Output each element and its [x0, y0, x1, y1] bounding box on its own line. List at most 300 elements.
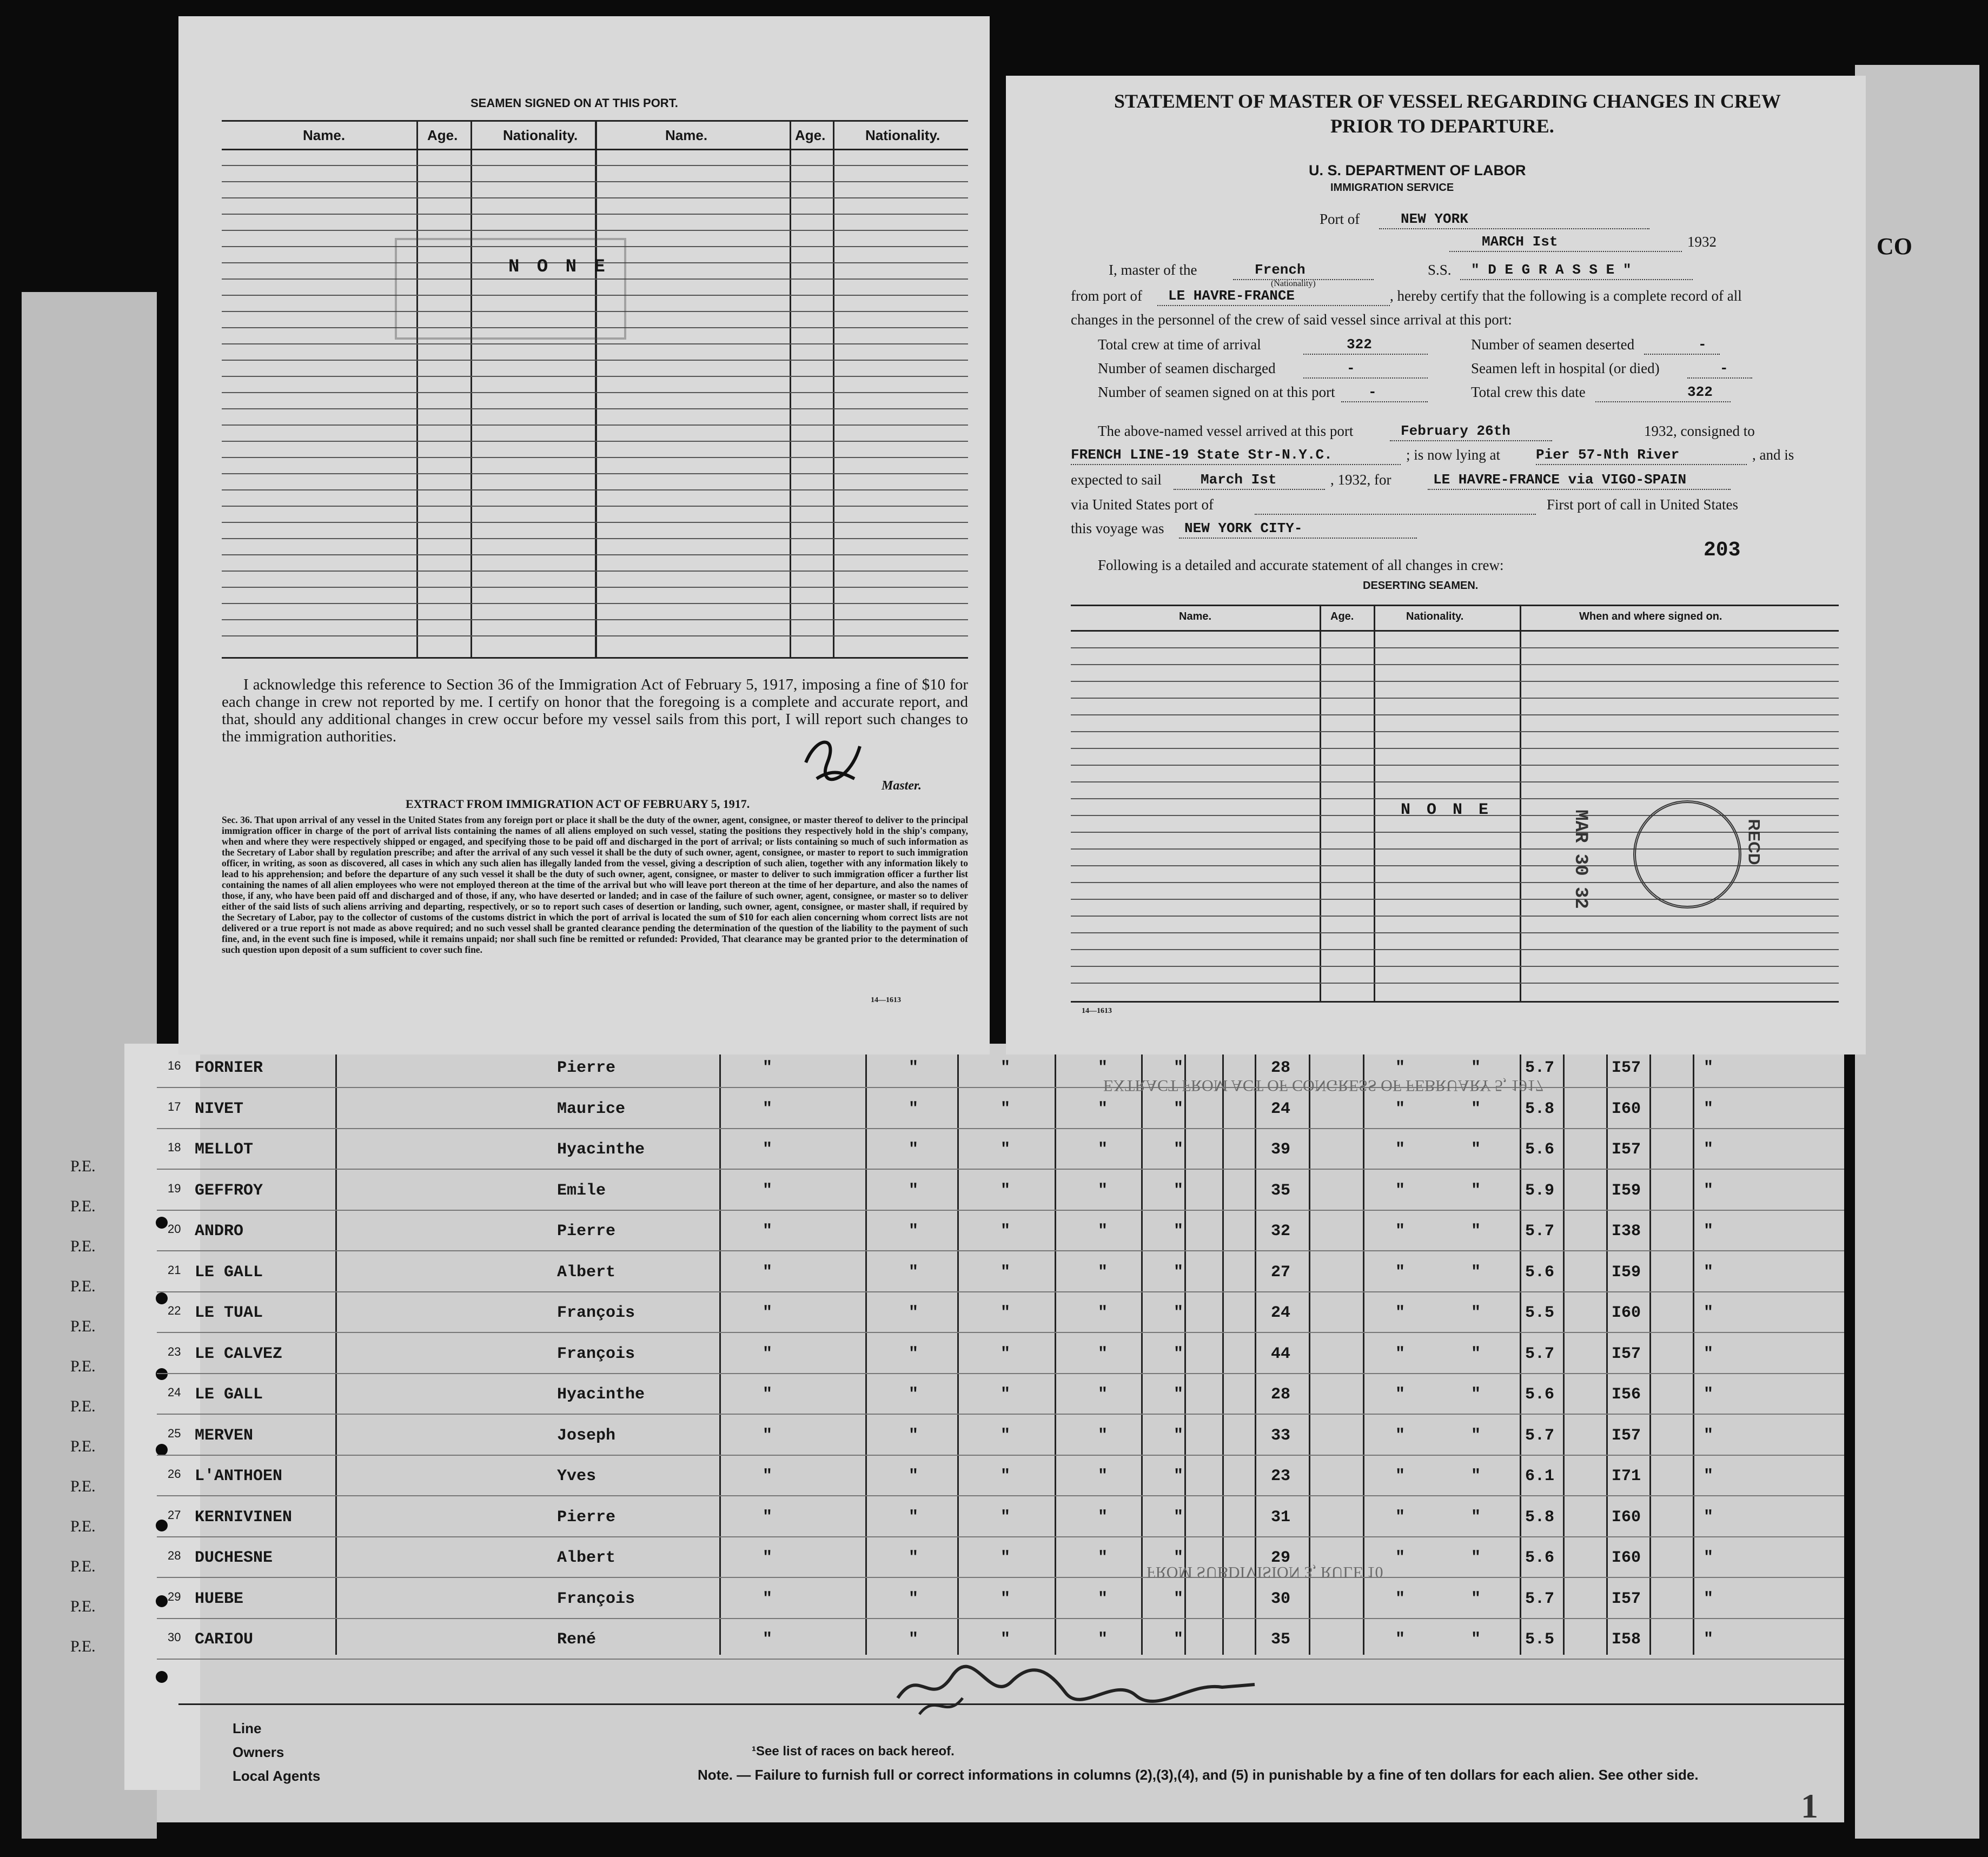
footnote-note: Note. — Failure to furnish full or correct informations in columns (2),(3),(4), and (5) in punishable by a fine of ten dollars for each alien. See other side. — [698, 1767, 1699, 1783]
ditto-mark: " — [1704, 1549, 1714, 1567]
pier-field: Pier 57-Nth River — [1536, 447, 1747, 465]
ditto-mark: " — [763, 1426, 773, 1445]
deserting-none: N O N E — [1401, 801, 1492, 819]
crew-surname: NIVET — [195, 1099, 244, 1118]
certify-text: , hereby certify that the following is a complete record of all — [1390, 288, 1742, 304]
table-rule — [222, 441, 968, 442]
ditto-mark: " — [1098, 1263, 1108, 1282]
ditto-mark: " — [1098, 1508, 1108, 1527]
arrived-year: 1932, consigned to — [1644, 423, 1755, 439]
crew-weight: I57 — [1612, 1344, 1641, 1363]
ditto-mark: " — [763, 1181, 773, 1200]
following-label: Following is a detailed and accurate statement of all changes in crew: — [1098, 557, 1504, 573]
ditto-mark: " — [1000, 1630, 1011, 1649]
ditto-mark: " — [1704, 1344, 1714, 1363]
deserting-table — [1071, 605, 1839, 1003]
col-name: Name. — [303, 127, 346, 143]
from-port-label: from port of — [1071, 288, 1142, 304]
first-port-label: First port of call in United States — [1547, 496, 1738, 513]
crew-surname: GEFFROY — [195, 1181, 263, 1200]
crew-weight: I56 — [1612, 1385, 1641, 1404]
ditto-mark: " — [1704, 1426, 1714, 1445]
crew-given-name: Pierre — [557, 1222, 616, 1241]
ditto-mark: " — [1000, 1467, 1011, 1485]
table-rule — [222, 181, 968, 182]
master-of-label: I, master of the — [1109, 262, 1197, 278]
pe-mark: P.E. — [70, 1317, 96, 1335]
row-rule — [157, 1536, 1844, 1537]
crew-surname: DUCHESNE — [195, 1549, 273, 1567]
ditto-mark: " — [1704, 1263, 1714, 1282]
table-rule — [1071, 765, 1839, 766]
ditto-mark: " — [1000, 1304, 1011, 1322]
signed-on-none: N O N E — [508, 257, 608, 277]
total-date-label: Total crew this date — [1471, 384, 1586, 400]
crew-height: 5.6 — [1525, 1140, 1555, 1159]
ditto-mark: " — [1000, 1099, 1011, 1118]
row-number: 20 — [168, 1222, 181, 1236]
crew-age: 28 — [1271, 1385, 1291, 1404]
crew-height: 6.1 — [1525, 1467, 1555, 1485]
year-value: 1932 — [1687, 234, 1717, 250]
ditto-mark: " — [763, 1508, 773, 1527]
crew-surname: LE TUAL — [195, 1304, 263, 1322]
col-age: Age. — [1330, 611, 1354, 622]
pe-mark: P.E. — [70, 1157, 96, 1175]
received-stamp — [395, 238, 626, 340]
ditto-mark: " — [1395, 1222, 1406, 1241]
handwritten-signature — [887, 1655, 1265, 1720]
ditto-mark: " — [763, 1549, 773, 1567]
table-rule — [222, 392, 968, 393]
ss-label: S.S. — [1428, 262, 1452, 278]
table-rule — [1071, 966, 1839, 967]
ditto-mark: " — [909, 1181, 919, 1200]
table-rule — [222, 360, 968, 361]
and-is: , and is — [1752, 447, 1794, 463]
footer-line-label: Line — [233, 1720, 262, 1736]
row-rule — [157, 1332, 1844, 1333]
crew-given-name: Hyacinthe — [557, 1140, 645, 1159]
ditto-mark: " — [909, 1630, 919, 1649]
ditto-mark: " — [763, 1630, 773, 1649]
crew-weight: I60 — [1612, 1304, 1641, 1322]
col-age: Age. — [427, 127, 458, 143]
crew-weight: I59 — [1612, 1263, 1641, 1282]
crew-surname: CARIOU — [195, 1630, 254, 1649]
via-label: via United States port of — [1071, 496, 1214, 513]
table-rule — [1071, 798, 1839, 799]
table-rule — [1071, 647, 1839, 648]
ditto-mark: " — [1395, 1059, 1406, 1077]
ditto-mark: " — [909, 1589, 919, 1608]
crew-height: 5.6 — [1525, 1263, 1555, 1282]
ditto-mark: " — [1704, 1589, 1714, 1608]
table-rule — [222, 506, 968, 507]
pe-mark: P.E. — [70, 1437, 96, 1455]
row-rule — [157, 1087, 1844, 1088]
ditto-mark: " — [763, 1222, 773, 1241]
col-name: Name. — [1179, 611, 1212, 622]
corner-mark: 1 — [1801, 1787, 1818, 1825]
ditto-mark: " — [1395, 1508, 1406, 1527]
ditto-mark: " — [1098, 1304, 1108, 1322]
left-form-number: 14—1613 — [871, 996, 901, 1004]
ditto-mark: " — [1471, 1426, 1481, 1445]
ditto-mark: " — [1174, 1304, 1184, 1322]
ditto-mark: " — [1704, 1099, 1714, 1118]
crew-given-name: François — [557, 1304, 635, 1322]
pe-mark: P.E. — [70, 1397, 96, 1415]
crew-given-name: Pierre — [557, 1059, 616, 1077]
crew-given-name: Joseph — [557, 1426, 616, 1445]
table-rule — [222, 343, 968, 344]
ditto-mark: " — [1395, 1630, 1406, 1649]
ditto-mark: " — [909, 1508, 919, 1527]
ditto-mark: " — [1000, 1549, 1011, 1567]
crew-height: 5.6 — [1525, 1549, 1555, 1567]
crew-height: 5.8 — [1525, 1099, 1555, 1118]
row-number: 29 — [168, 1589, 181, 1603]
crew-height: 5.9 — [1525, 1181, 1555, 1200]
voyage-field: NEW YORK CITY- — [1179, 520, 1417, 539]
ditto-mark: " — [909, 1549, 919, 1567]
crew-height: 5.7 — [1525, 1059, 1555, 1077]
crew-list-footer — [178, 1703, 1844, 1824]
table-rule — [222, 473, 968, 474]
ditto-mark: " — [1471, 1263, 1481, 1282]
ditto-mark: " — [1471, 1385, 1481, 1404]
crew-list-table — [157, 1054, 1844, 1660]
pe-mark: P.E. — [70, 1477, 96, 1495]
destination-field: LE HAVRE-FRANCE via VIGO-SPAIN — [1428, 472, 1731, 490]
ditto-mark: " — [1395, 1467, 1406, 1485]
ditto-mark: " — [1704, 1181, 1714, 1200]
table-rule — [222, 538, 968, 539]
hospital-field: - — [1687, 360, 1752, 379]
crew-given-name: Maurice — [557, 1099, 626, 1118]
stamp-date: MAR 30 32 — [1569, 810, 1591, 909]
crew-weight: I38 — [1612, 1222, 1641, 1241]
right-form-number: 14—1613 — [1082, 1007, 1112, 1015]
crew-surname: ANDRO — [195, 1222, 244, 1241]
crew-height: 5.5 — [1525, 1630, 1555, 1649]
master-signature — [795, 730, 871, 790]
ditto-mark: " — [1395, 1549, 1406, 1567]
master-label: Master. — [882, 779, 922, 793]
crew-surname: MERVEN — [195, 1426, 254, 1445]
row-rule — [157, 1495, 1844, 1496]
table-rule — [222, 619, 968, 620]
crew-age: 29 — [1271, 1549, 1291, 1567]
ditto-mark: " — [1174, 1630, 1184, 1649]
ditto-mark: " — [1174, 1099, 1184, 1118]
ditto-mark: " — [1395, 1589, 1406, 1608]
ditto-mark: " — [1395, 1140, 1406, 1159]
ditto-mark: " — [763, 1304, 773, 1322]
ditto-mark: " — [1000, 1589, 1011, 1608]
ditto-mark: " — [1098, 1385, 1108, 1404]
acknowledgement-text: I acknowledge this reference to Section 36 of the Immigration Act of February 5, 1917, imposing a fine of $10 for each change in crew not reported by me. I certify on honor that the foregoing is a complete and accurate report, and that, should any additional changes in crew occur before my vessel sails from this port, I will report such changes to the immigration authorities. — [222, 676, 968, 745]
right-edge-text: CO — [1877, 233, 1912, 260]
pe-mark: P.E. — [70, 1597, 96, 1615]
pe-mark: P.E. — [70, 1237, 96, 1255]
crew-age: 24 — [1271, 1304, 1291, 1322]
ditto-mark: " — [1174, 1263, 1184, 1282]
row-number: 25 — [168, 1426, 181, 1440]
ditto-mark: " — [1098, 1630, 1108, 1649]
crew-height: 5.6 — [1525, 1385, 1555, 1404]
row-number: 24 — [168, 1385, 181, 1399]
col-nationality: Nationality. — [503, 127, 578, 143]
ditto-mark: " — [1000, 1344, 1011, 1363]
ditto-mark: " — [1098, 1426, 1108, 1445]
ditto-mark: " — [1174, 1589, 1184, 1608]
ditto-mark: " — [763, 1344, 773, 1363]
signed-on-header: SEAMEN SIGNED ON AT THIS PORT. — [471, 96, 678, 110]
ditto-mark: " — [1471, 1630, 1481, 1649]
ditto-mark: " — [1174, 1344, 1184, 1363]
ditto-mark: " — [1471, 1099, 1481, 1118]
ditto-mark: " — [763, 1140, 773, 1159]
total-arrival-label: Total crew at time of arrival — [1098, 336, 1261, 353]
crew-surname: L'ANTHOEN — [195, 1467, 283, 1485]
ditto-mark: " — [1098, 1222, 1108, 1241]
extract-body: Sec. 36. That upon arrival of any vessel in the United States from any foreign port or place it shall be the duty of the owner, agent, consignee, or master thereof to deliver to the principal immigration officer in charge of the port of arrival lists containing the names of all aliens employed on such vessel, stating the positions they respectively hold in the ship's company, when and where they were respectively shipped or engaged, and specifying those to be paid off and discharged in the port of arrival; or lists containing so much of such information as the Secretary of Labor shall by regulation prescribe; and after the arrival of any such vessel it shall be the duty of such owner, agent, consignee, or master to report to such immigration officer, in writing, as soon as discovered, all cases in which any such alien has illegally landed from the vessel, giving a description of such alien, together with any information likely to lead to his apprehension; and before the departure of any such vessel it shall be the duty of such owner, agent, consignee, or master to deliver to such immigration officer a further list containing the names of all alien employees who were not employed thereon at the time of the arrival but who will leave port thereon at the time of her departure, and also the names of those, if any, who have been paid off and discharged and of those, if any, who have deserted or landed; and in case of the failure of such owner, agent, consignee, or master so to deliver either of the said lists of such aliens arriving and departing, respectively, or so to report such cases of desertion or landing, such owner, agent, consignee, or master shall, if required by the Secretary of Labor, pay to the collector of customs of the customs district in which the port of arrival is located the sum of $10 for each alien concerning whom correct lists are not delivered or a true report is not made as above required; and no such vessel shall be granted clearance pending the determination of the question of the liability to the payment of such fine, and, in the event such fine is imposed, while it remains unpaid; nor shall such fine be remitted or refunded: Provided, That clearance may be granted prior to the determination of such question upon deposit of a sum sufficient to cover such fine. — [222, 814, 968, 955]
crew-weight: I59 — [1612, 1181, 1641, 1200]
crew-height: 5.7 — [1525, 1222, 1555, 1241]
pe-mark: P.E. — [70, 1357, 96, 1375]
crew-age: 44 — [1271, 1344, 1291, 1363]
footer-owners-label: Owners — [233, 1744, 284, 1760]
deserted-field: - — [1644, 336, 1720, 355]
table-rule — [1071, 949, 1839, 950]
crew-age: 32 — [1271, 1222, 1291, 1241]
crew-surname: LE GALL — [195, 1385, 263, 1404]
page-number: 203 — [1704, 539, 1741, 562]
ship-field: " D E G R A S S E " — [1460, 262, 1693, 280]
signed-on-label: Number of seamen signed on at this port — [1098, 384, 1335, 400]
table-rule — [222, 603, 968, 604]
crew-age: 30 — [1271, 1589, 1291, 1608]
table-rule — [222, 554, 968, 555]
crew-weight: I60 — [1612, 1549, 1641, 1567]
crew-weight: I57 — [1612, 1589, 1641, 1608]
ditto-mark: " — [909, 1263, 919, 1282]
col-nationality: Nationality. — [1406, 611, 1464, 622]
crew-surname: HUEBE — [195, 1589, 244, 1608]
ditto-mark: " — [1704, 1140, 1714, 1159]
voyage-label: this voyage was — [1071, 520, 1164, 536]
footnote-races: ¹See list of races on back hereof. — [752, 1744, 955, 1759]
ditto-mark: " — [1471, 1140, 1481, 1159]
table-rule — [1071, 899, 1839, 900]
pe-mark: P.E. — [70, 1557, 96, 1575]
ditto-mark: " — [1174, 1467, 1184, 1485]
ditto-mark: " — [1174, 1385, 1184, 1404]
crew-given-name: François — [557, 1589, 635, 1608]
ditto-mark: " — [1098, 1589, 1108, 1608]
mirrored-extract-title: EXTRACT FROM ACT OF CONGRESS OF FEBRUARY 5, 1917 — [1103, 1077, 1543, 1095]
row-rule — [157, 1577, 1844, 1578]
ditto-mark: " — [1395, 1304, 1406, 1322]
ditto-mark: " — [1000, 1140, 1011, 1159]
table-rule — [1071, 781, 1839, 782]
ditto-mark: " — [1704, 1304, 1714, 1322]
form-title-2: PRIOR TO DEPARTURE. — [1330, 115, 1554, 137]
table-rule — [222, 635, 968, 636]
ditto-mark: " — [1395, 1385, 1406, 1404]
ditto-mark: " — [909, 1222, 919, 1241]
table-rule — [222, 489, 968, 490]
via-field — [1255, 496, 1536, 515]
ditto-mark: " — [1000, 1059, 1011, 1077]
crew-surname: FORNIER — [195, 1059, 263, 1077]
crew-height: 5.7 — [1525, 1589, 1555, 1608]
crew-weight: I57 — [1612, 1426, 1641, 1445]
ditto-mark: " — [1174, 1549, 1184, 1567]
row-number: 23 — [168, 1344, 181, 1358]
total-arrival-field: 322 — [1303, 336, 1428, 355]
crew-age: 23 — [1271, 1467, 1291, 1485]
changes-text: changes in the personnel of the crew of said vessel since arrival at this port: — [1071, 311, 1512, 328]
discharged-label: Number of seamen discharged — [1098, 360, 1276, 376]
crew-surname: MELLOT — [195, 1140, 254, 1159]
crew-surname: LE CALVEZ — [195, 1344, 283, 1363]
ditto-mark: " — [1471, 1344, 1481, 1363]
crew-weight: I71 — [1612, 1467, 1641, 1485]
ditto-mark: " — [909, 1426, 919, 1445]
ditto-mark: " — [909, 1140, 919, 1159]
crew-surname: LE GALL — [195, 1263, 263, 1282]
sail-field: March Ist — [1174, 472, 1325, 490]
crew-weight: I60 — [1612, 1099, 1641, 1118]
received-date-stamp — [1633, 800, 1741, 908]
ditto-mark: " — [1704, 1385, 1714, 1404]
signed-on-field: - — [1341, 384, 1428, 402]
port-label: Port of — [1320, 211, 1360, 227]
table-rule — [1071, 681, 1839, 682]
row-rule — [157, 1618, 1844, 1619]
crew-given-name: Yves — [557, 1467, 597, 1485]
stamp-recd: RECD — [1745, 819, 1763, 865]
ditto-mark: " — [1471, 1059, 1481, 1077]
port-field: NEW YORK — [1379, 211, 1649, 229]
row-number: 27 — [168, 1508, 181, 1522]
sail-label: expected to sail — [1071, 472, 1162, 488]
row-rule — [157, 1291, 1844, 1292]
crew-given-name: René — [557, 1630, 597, 1649]
hospital-label: Seamen left in hospital (or died) — [1471, 360, 1660, 376]
table-rule — [1071, 932, 1839, 933]
pe-mark: P.E. — [70, 1197, 96, 1215]
ditto-mark: " — [1395, 1263, 1406, 1282]
mirrored-subdivision: FROM SUBDIVISION 3, RULE 10 — [1147, 1563, 1383, 1581]
table-rule — [222, 587, 968, 588]
right-edge-paper — [1855, 65, 1979, 1839]
crew-age: 31 — [1271, 1508, 1291, 1527]
ditto-mark: " — [1704, 1222, 1714, 1241]
ditto-mark: " — [1471, 1181, 1481, 1200]
ditto-mark: " — [1000, 1181, 1011, 1200]
pe-mark: P.E. — [70, 1517, 96, 1535]
ditto-mark: " — [909, 1385, 919, 1404]
row-number: 21 — [168, 1263, 181, 1277]
department: U. S. DEPARTMENT OF LABOR — [1309, 162, 1526, 178]
table-rule — [222, 522, 968, 523]
row-rule — [157, 1250, 1844, 1251]
lying-label: ; is now lying at — [1406, 447, 1500, 463]
ditto-mark: " — [1395, 1344, 1406, 1363]
consignee-field: FRENCH LINE-19 State Str-N.Y.C. — [1071, 447, 1401, 465]
ditto-mark: " — [1471, 1222, 1481, 1241]
crew-height: 5.7 — [1525, 1344, 1555, 1363]
ditto-mark: " — [1098, 1549, 1108, 1567]
crew-age: 35 — [1271, 1630, 1291, 1649]
deserted-label: Number of seamen deserted — [1471, 336, 1635, 353]
ditto-mark: " — [1000, 1263, 1011, 1282]
ditto-mark: " — [1395, 1099, 1406, 1118]
crew-age: 33 — [1271, 1426, 1291, 1445]
ditto-mark: " — [909, 1467, 919, 1485]
ditto-mark: " — [763, 1263, 773, 1282]
row-number: 28 — [168, 1549, 181, 1562]
ditto-mark: " — [1000, 1222, 1011, 1241]
arrived-field: February 26th — [1390, 423, 1552, 441]
ditto-mark: " — [1000, 1426, 1011, 1445]
row-rule — [157, 1169, 1844, 1170]
ditto-mark: " — [1471, 1508, 1481, 1527]
ditto-mark: " — [1000, 1385, 1011, 1404]
ditto-mark: " — [1395, 1181, 1406, 1200]
table-rule — [222, 230, 968, 231]
pe-mark: P.E. — [70, 1277, 96, 1295]
ditto-mark: " — [1174, 1508, 1184, 1527]
table-rule — [1071, 916, 1839, 917]
ditto-mark: " — [1174, 1181, 1184, 1200]
crew-given-name: Hyacinthe — [557, 1385, 645, 1404]
row-number: 22 — [168, 1304, 181, 1317]
ditto-mark: " — [909, 1099, 919, 1118]
table-rule — [1071, 714, 1839, 715]
row-rule — [157, 1455, 1844, 1456]
seamen-signed-on-form — [178, 16, 990, 1054]
ditto-mark: " — [1174, 1140, 1184, 1159]
crew-given-name: Albert — [557, 1263, 616, 1282]
ditto-mark: " — [763, 1099, 773, 1118]
ditto-mark: " — [1471, 1304, 1481, 1322]
col-name: Name. — [665, 127, 708, 143]
table-rule — [222, 197, 968, 198]
ditto-mark: " — [1174, 1222, 1184, 1241]
ditto-mark: " — [1704, 1630, 1714, 1649]
crew-age: 28 — [1271, 1059, 1291, 1077]
sail-year: , 1932, for — [1330, 472, 1391, 488]
signed-on-table — [222, 120, 968, 659]
nationality-caption: (Nationality) — [1271, 279, 1316, 288]
footer-agents-label: Local Agents — [233, 1768, 321, 1784]
row-rule — [157, 1210, 1844, 1211]
table-rule — [1071, 698, 1839, 699]
crew-given-name: Emile — [557, 1181, 606, 1200]
table-rule — [1071, 983, 1839, 984]
row-number: 17 — [168, 1099, 181, 1113]
crew-weight: I57 — [1612, 1059, 1641, 1077]
crew-given-name: Pierre — [557, 1508, 616, 1527]
crew-given-name: Albert — [557, 1549, 616, 1567]
crew-age: 24 — [1271, 1099, 1291, 1118]
extract-title: EXTRACT FROM IMMIGRATION ACT OF FEBRUARY 5, 1917. — [406, 797, 750, 811]
